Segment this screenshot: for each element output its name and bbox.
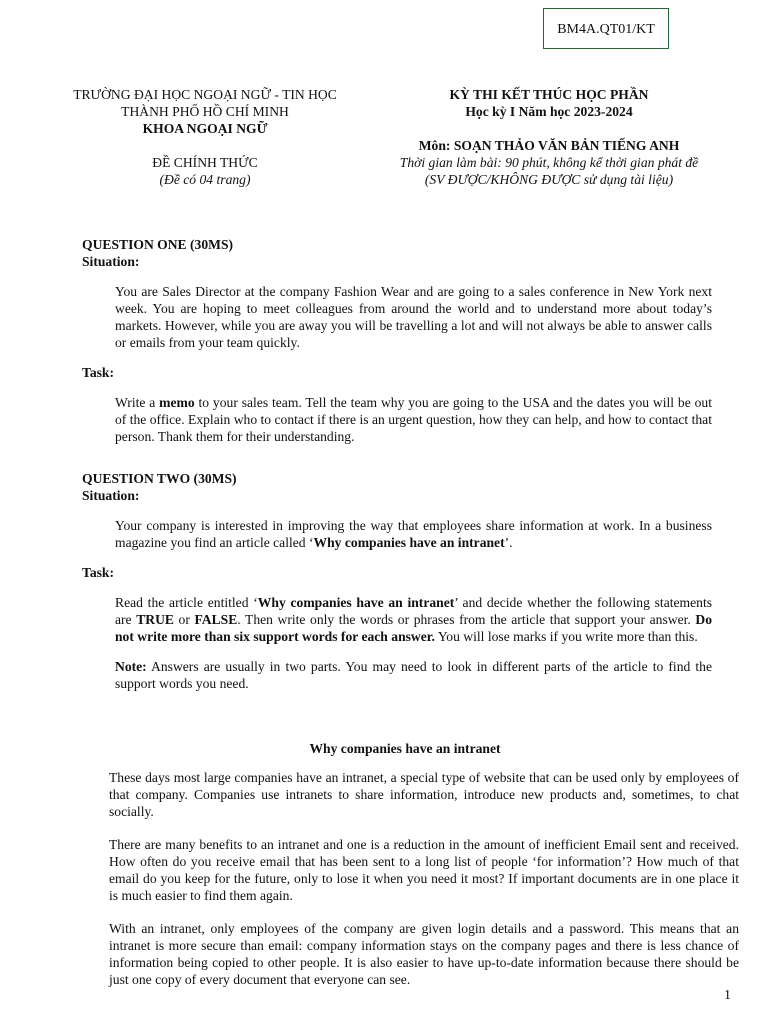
exam-subject: Môn: SOẠN THẢO VĂN BẢN TIẾNG ANH xyxy=(418,138,680,153)
article xyxy=(109,740,739,1004)
form-code-box xyxy=(543,8,669,49)
article-paragraph: With an intranet, only employees of the company are given login details and a password. This means that an intranet is more secure than email: company information stays on the company pages and there is less chance of information being copied to other people. It is also easier to have up-to-date information because there should be just one copy of every document that everyone can see. xyxy=(109,921,739,987)
exam-title: KỲ THI KẾT THÚC HỌC PHẦN xyxy=(449,87,649,102)
question-two-note: Note: Answers are usually in two parts. You may need to look in different parts of the article to find the support words you need. xyxy=(115,659,712,691)
university-name: TRƯỜNG ĐẠI HỌC NGOẠI NGỮ - TIN HỌC xyxy=(73,87,337,102)
question-two-title: QUESTION TWO (30MS) xyxy=(82,471,237,486)
faculty-name: KHOA NGOẠI NGỮ xyxy=(142,121,268,136)
form-code: BM4A.QT01/KT xyxy=(557,22,655,37)
question-one-task: Write a memo to your sales team. Tell the team why you are going to the USA and the dates you will be out of the office. Explain who to contact if there is an urgent question, how they can help, and how to contact that person. Thank them for their understanding. xyxy=(115,395,712,444)
question-one-task-label: Task: xyxy=(82,365,114,380)
header-right xyxy=(368,86,730,188)
page-count: (Đề có 04 trang) xyxy=(159,172,251,187)
question-two-situation: Your company is interested in improving the way that employees share information at work. In a business magazine you find an article called ‘Why companies have an intranet’. xyxy=(115,518,712,550)
exam-time: Thời gian làm bài: 90 phút, không kể thời gian phát đề xyxy=(399,155,699,170)
official-label: ĐỀ CHÍNH THỨC xyxy=(152,155,258,170)
header-left xyxy=(30,86,380,188)
question-one-situation-label: Situation: xyxy=(82,254,140,269)
article-paragraph: These days most large companies have an intranet, a special type of website that can be used only by employees of that company. Companies use intranets to share information, introduce new products and, sometimes, to chat socially. xyxy=(109,770,739,819)
question-one-title: QUESTION ONE (30MS) xyxy=(82,237,234,252)
question-two xyxy=(82,470,722,692)
question-two-task: Read the article entitled ‘Why companies have an intranet’ and decide whether the following statements are TRUE or FALSE. Then write only the words or phrases from the article that support your answer. Do not write more than six support words for each answer. You will lose marks if you write more than this. xyxy=(115,595,713,644)
university-city: THÀNH PHỐ HỒ CHÍ MINH xyxy=(121,104,289,119)
page-number: 1 xyxy=(724,988,731,1003)
article-title: Why companies have an intranet xyxy=(309,741,501,756)
question-two-task-label: Task: xyxy=(82,565,114,580)
question-two-situation-label: Situation: xyxy=(82,488,140,503)
article-paragraph: There are many benefits to an intranet and one is a reduction in the amount of inefficient Email sent and received. How often do you receive email that has been sent to a long list of people ‘for information’? How much of that email do you keep for the future, only to lose it when you need it most? If important documents are in one place it is much easier to find them again. xyxy=(109,837,739,903)
question-one xyxy=(82,236,722,445)
exam-materials: (SV ĐƯỢC/KHÔNG ĐƯỢC sử dụng tài liệu) xyxy=(424,172,674,187)
exam-term: Học kỳ I Năm học 2023-2024 xyxy=(465,104,633,119)
question-one-situation: You are Sales Director at the company Fashion Wear and are going to a sales conference in New York next week. You are hoping to meet colleagues from around the world and to understand more about today’s markets. However, while you are away you will be travelling a lot and will not always be able to answer calls or emails from your team quickly. xyxy=(115,284,712,350)
memo-keyword: memo xyxy=(159,395,195,410)
